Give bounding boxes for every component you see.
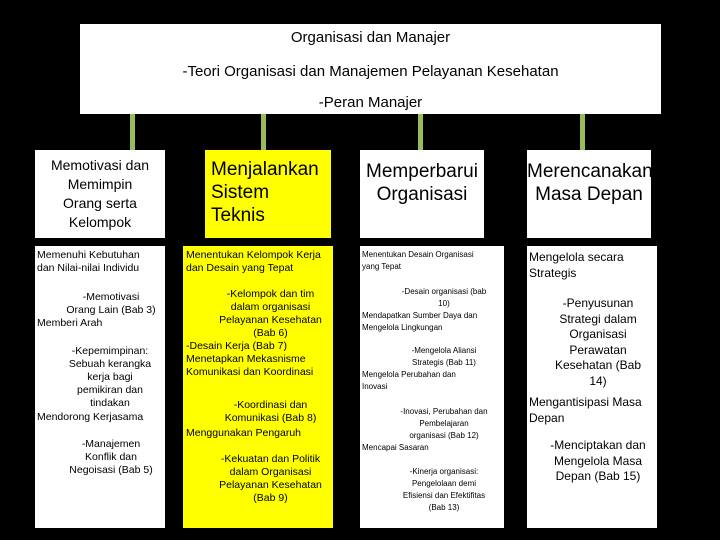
heading-line: Teknis (211, 205, 265, 226)
tail-text: Mendorong Kerjasama (37, 411, 144, 423)
text-line: (Bab 6) (253, 327, 288, 339)
heading-line: Menjalankan (211, 159, 319, 180)
tail-text (529, 395, 657, 426)
text-line: 14) (589, 373, 607, 388)
text-line: Menentukan Kelompok Kerja (186, 249, 321, 261)
text-line: pemikiran dan (77, 384, 143, 396)
text-line: Mengantisipasi Masa (529, 395, 642, 409)
heading-line: Memperbarui (366, 161, 478, 182)
heading-line: Kelompok (68, 214, 132, 230)
text-line: -Inovasi, Perubahan dan (400, 407, 488, 416)
heading-line: Memimpin (67, 176, 133, 192)
item-inovasi (385, 406, 503, 442)
text-line: Perawatan (569, 342, 627, 357)
tail-text (362, 369, 502, 393)
text-line: -Kinerja organisasi: (409, 467, 479, 476)
header-role: -Peran Manajer (318, 94, 423, 111)
intro-text (186, 249, 332, 275)
text-line: kerja bagi (87, 371, 133, 383)
item-memotivasi (57, 291, 165, 317)
text-line: -Mengelola Aliansi (411, 346, 477, 355)
text-line: -Desain organisasi (bab (401, 287, 487, 296)
heading-line: Organisasi (376, 184, 468, 205)
text-line: Pembelajaran (419, 419, 469, 428)
text-line: Efisiensi dan Efektifitas (402, 491, 486, 500)
text-line: Depan (Bab 15) (555, 469, 641, 483)
text-line: Mengelola Lingkungan (362, 323, 443, 332)
text-line: Memenuhi Kebutuhan (37, 249, 140, 261)
text-line: dalam Organisasi (229, 466, 312, 478)
text-line: (Bab 9) (253, 492, 288, 504)
text-line: -Menciptakan dan (550, 438, 646, 452)
text-line: -Kekuatan dan Politik (220, 453, 321, 465)
text-line: organisasi (Bab 12) (409, 431, 479, 440)
text-line: dan Desain yang Tepat (186, 262, 294, 274)
tail-text: Memberi Arah (37, 317, 103, 329)
text-line: Mengelola Masa (553, 453, 643, 468)
text-line: Orang Lain (Bab 3) (66, 304, 156, 316)
text-line: Mengelola secara (529, 250, 624, 264)
column-merencanakan (527, 246, 657, 528)
text-line: Kesehatan (Bab (554, 358, 642, 372)
heading-menjalankan (205, 150, 331, 238)
item-aliansi-strategis (385, 345, 503, 369)
text-line: -Kelompok dan tim (226, 288, 315, 300)
item-kekuatan-politik (208, 453, 333, 505)
text-line: Komunikasi (Bab 8) (224, 412, 317, 424)
column-menjalankan (183, 246, 333, 528)
text-line: dan Nilai-nilai Individu (37, 262, 140, 274)
text-line: -Penyusunan (562, 296, 634, 310)
item-kinerja (385, 466, 503, 514)
text-line: Strategis (529, 265, 577, 280)
heading-line: Masa Depan (535, 184, 643, 205)
heading-memperbarui (360, 150, 484, 238)
text-line: Menetapkan Mekasnisme (186, 353, 306, 365)
text-line: Pelayanan Kesehatan (219, 479, 322, 491)
text-line: Negoisasi (Bab 5) (69, 464, 153, 476)
intro-text (529, 250, 655, 281)
text-line: -Memotivasi (82, 291, 140, 303)
tail-text (186, 340, 332, 379)
column-memotivasi (35, 246, 165, 528)
header-box (80, 24, 661, 114)
item-koordinasi (208, 399, 333, 425)
item-manajemen-konflik (57, 438, 165, 477)
text-line: Depan (529, 410, 565, 425)
item-penyusunan-strategi (539, 296, 657, 389)
text-line: dalam organisasi (230, 301, 311, 313)
text-line: (Bab 13) (428, 503, 460, 512)
text-line: Pelayanan Kesehatan (219, 314, 322, 326)
heading-line: Sistem (211, 182, 270, 203)
column-memperbarui (360, 246, 504, 528)
item-menciptakan-masa-depan (539, 438, 657, 485)
text-line: Mengelola Perubahan dan (362, 370, 456, 379)
text-line: Pengelolaan demi (411, 479, 477, 488)
text-line: Komunikasi dan Koordinasi (186, 366, 314, 378)
text-line: Menentukan Desain Organisasi (362, 250, 474, 259)
heading-line: Orang serta (63, 195, 137, 211)
intro-text (362, 249, 502, 273)
tail-text (362, 310, 502, 334)
text-line: -Desain Kerja (Bab 7) (186, 340, 287, 352)
item-desain-organisasi (385, 286, 503, 310)
text-line: Inovasi (362, 382, 388, 391)
header-title: Organisasi dan Manajer (290, 29, 451, 46)
text-line: -Koordinasi dan (233, 399, 308, 411)
text-line: Sebuah kerangka (68, 358, 152, 370)
heading-line: Merencanakan (527, 161, 653, 182)
text-line: tindakan (90, 397, 130, 409)
text-line: -Kepemimpinan: (71, 345, 149, 357)
text-line: yang Tepat (362, 262, 401, 271)
tail-text: Mencapai Sasaran (362, 443, 429, 452)
tail-text: Menggunakan Pengaruh (186, 427, 302, 439)
heading-memotivasi (35, 150, 165, 238)
text-line: Organisasi (569, 327, 627, 341)
text-line: Strategis (Bab 11) (412, 358, 476, 367)
item-kelompok-tim (208, 288, 333, 340)
text-line: Mendapatkan Sumber Daya dan (362, 311, 478, 320)
item-kepemimpinan (55, 345, 165, 410)
text-line: Strategi dalam (559, 311, 637, 326)
intro-text (37, 249, 163, 275)
text-line: Konflik dan (85, 451, 137, 463)
heading-line: Memotivasi dan (50, 157, 150, 173)
text-line: -Manajemen (81, 438, 141, 450)
header-subtitle: -Teori Organisasi dan Manajemen Pelayanan Kesehatan (182, 63, 559, 80)
text-line: 10) (438, 299, 450, 308)
heading-merencanakan (527, 150, 651, 238)
